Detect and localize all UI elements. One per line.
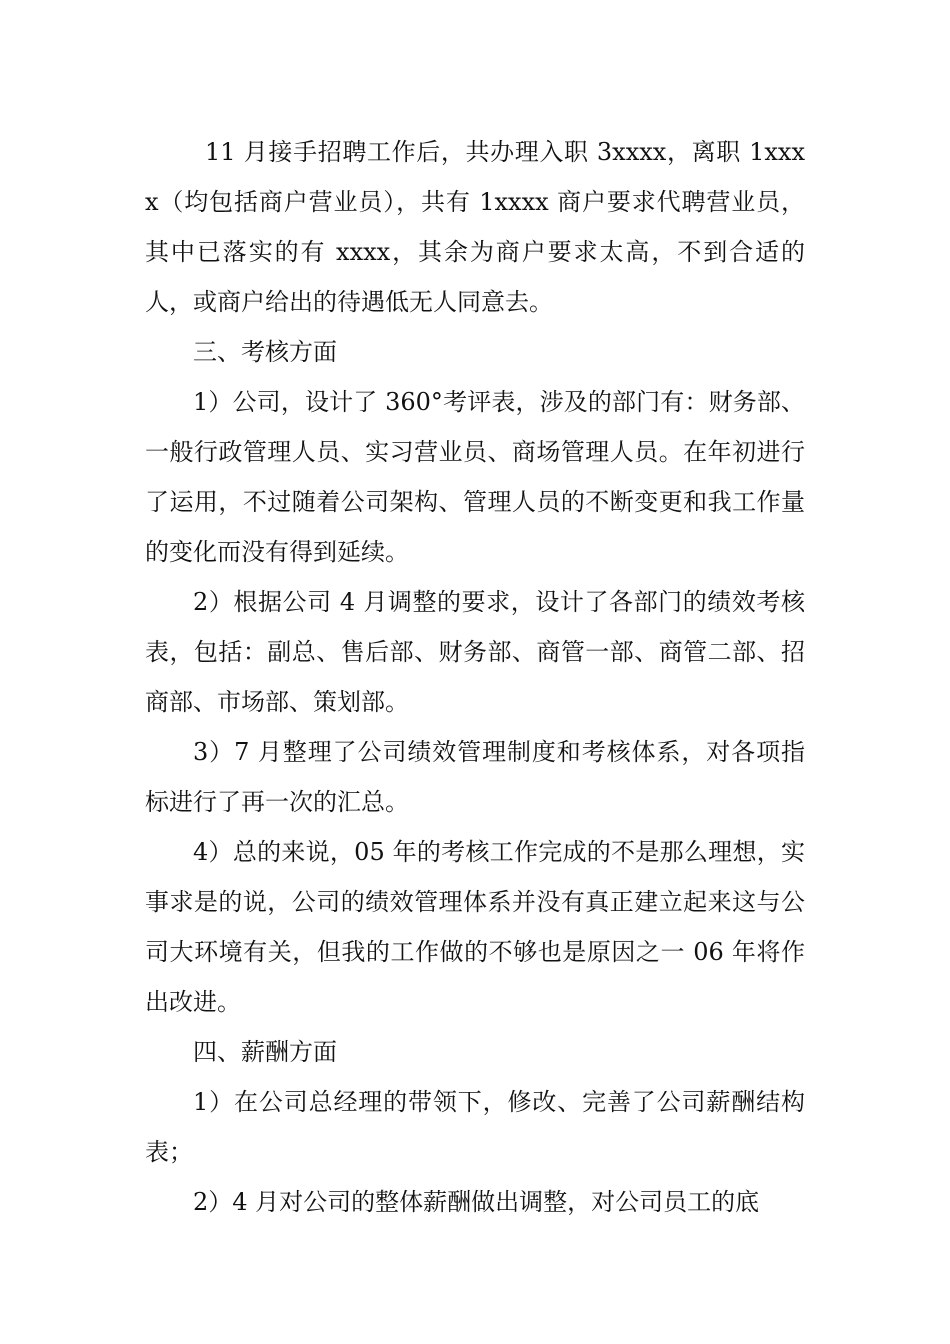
paragraph-compensation-item-2: 2）4 月对公司的整体薪酬做出调整，对公司员工的底 — [193, 1188, 760, 1216]
section-heading-assessment: 三、考核方面 — [193, 338, 337, 366]
section-heading-compensation: 四、薪酬方面 — [193, 1038, 337, 1066]
paragraph-assessment-item-1: 1）公司，设计了 360°考评表，涉及的部门有：财务部、一般行政管理人员、实习营业员、商场管理人员。在年初进行了运用，不过随着公司架构、管理人员的不断变更和我工作量的变化而没有得到延续。 — [145, 388, 805, 566]
paragraph-assessment-item-2: 2）根据公司 4 月调整的要求，设计了各部门的绩效考核表，包括：副总、售后部、财务部、商管一部、商管二部、招商部、市场部、策划部。 — [145, 588, 805, 716]
paragraph-recruitment-summary: 11 月接手招聘工作后，共办理入职 3xxxx，离职 1xxxx（均包括商户营业员），共有 1xxxx 商户要求代聘营业员，其中已落实的有 xxxx，其余为商户要求太高，不到合适的人，或商户给出的待遇低无人同意去。 — [145, 138, 805, 316]
document-body — [145, 127, 805, 1227]
paragraph-compensation-item-1: 1）在公司总经理的带领下，修改、完善了公司薪酬结构表； — [145, 1088, 805, 1166]
paragraph-assessment-item-3: 3）7 月整理了公司绩效管理制度和考核体系，对各项指标进行了再一次的汇总。 — [145, 738, 805, 816]
paragraph-assessment-item-4: 4）总的来说，05 年的考核工作完成的不是那么理想，实事求是的说，公司的绩效管理体系并没有真正建立起来这与公司大环境有关，但我的工作做的不够也是原因之一 06 年将作出改进。 — [145, 838, 805, 1016]
